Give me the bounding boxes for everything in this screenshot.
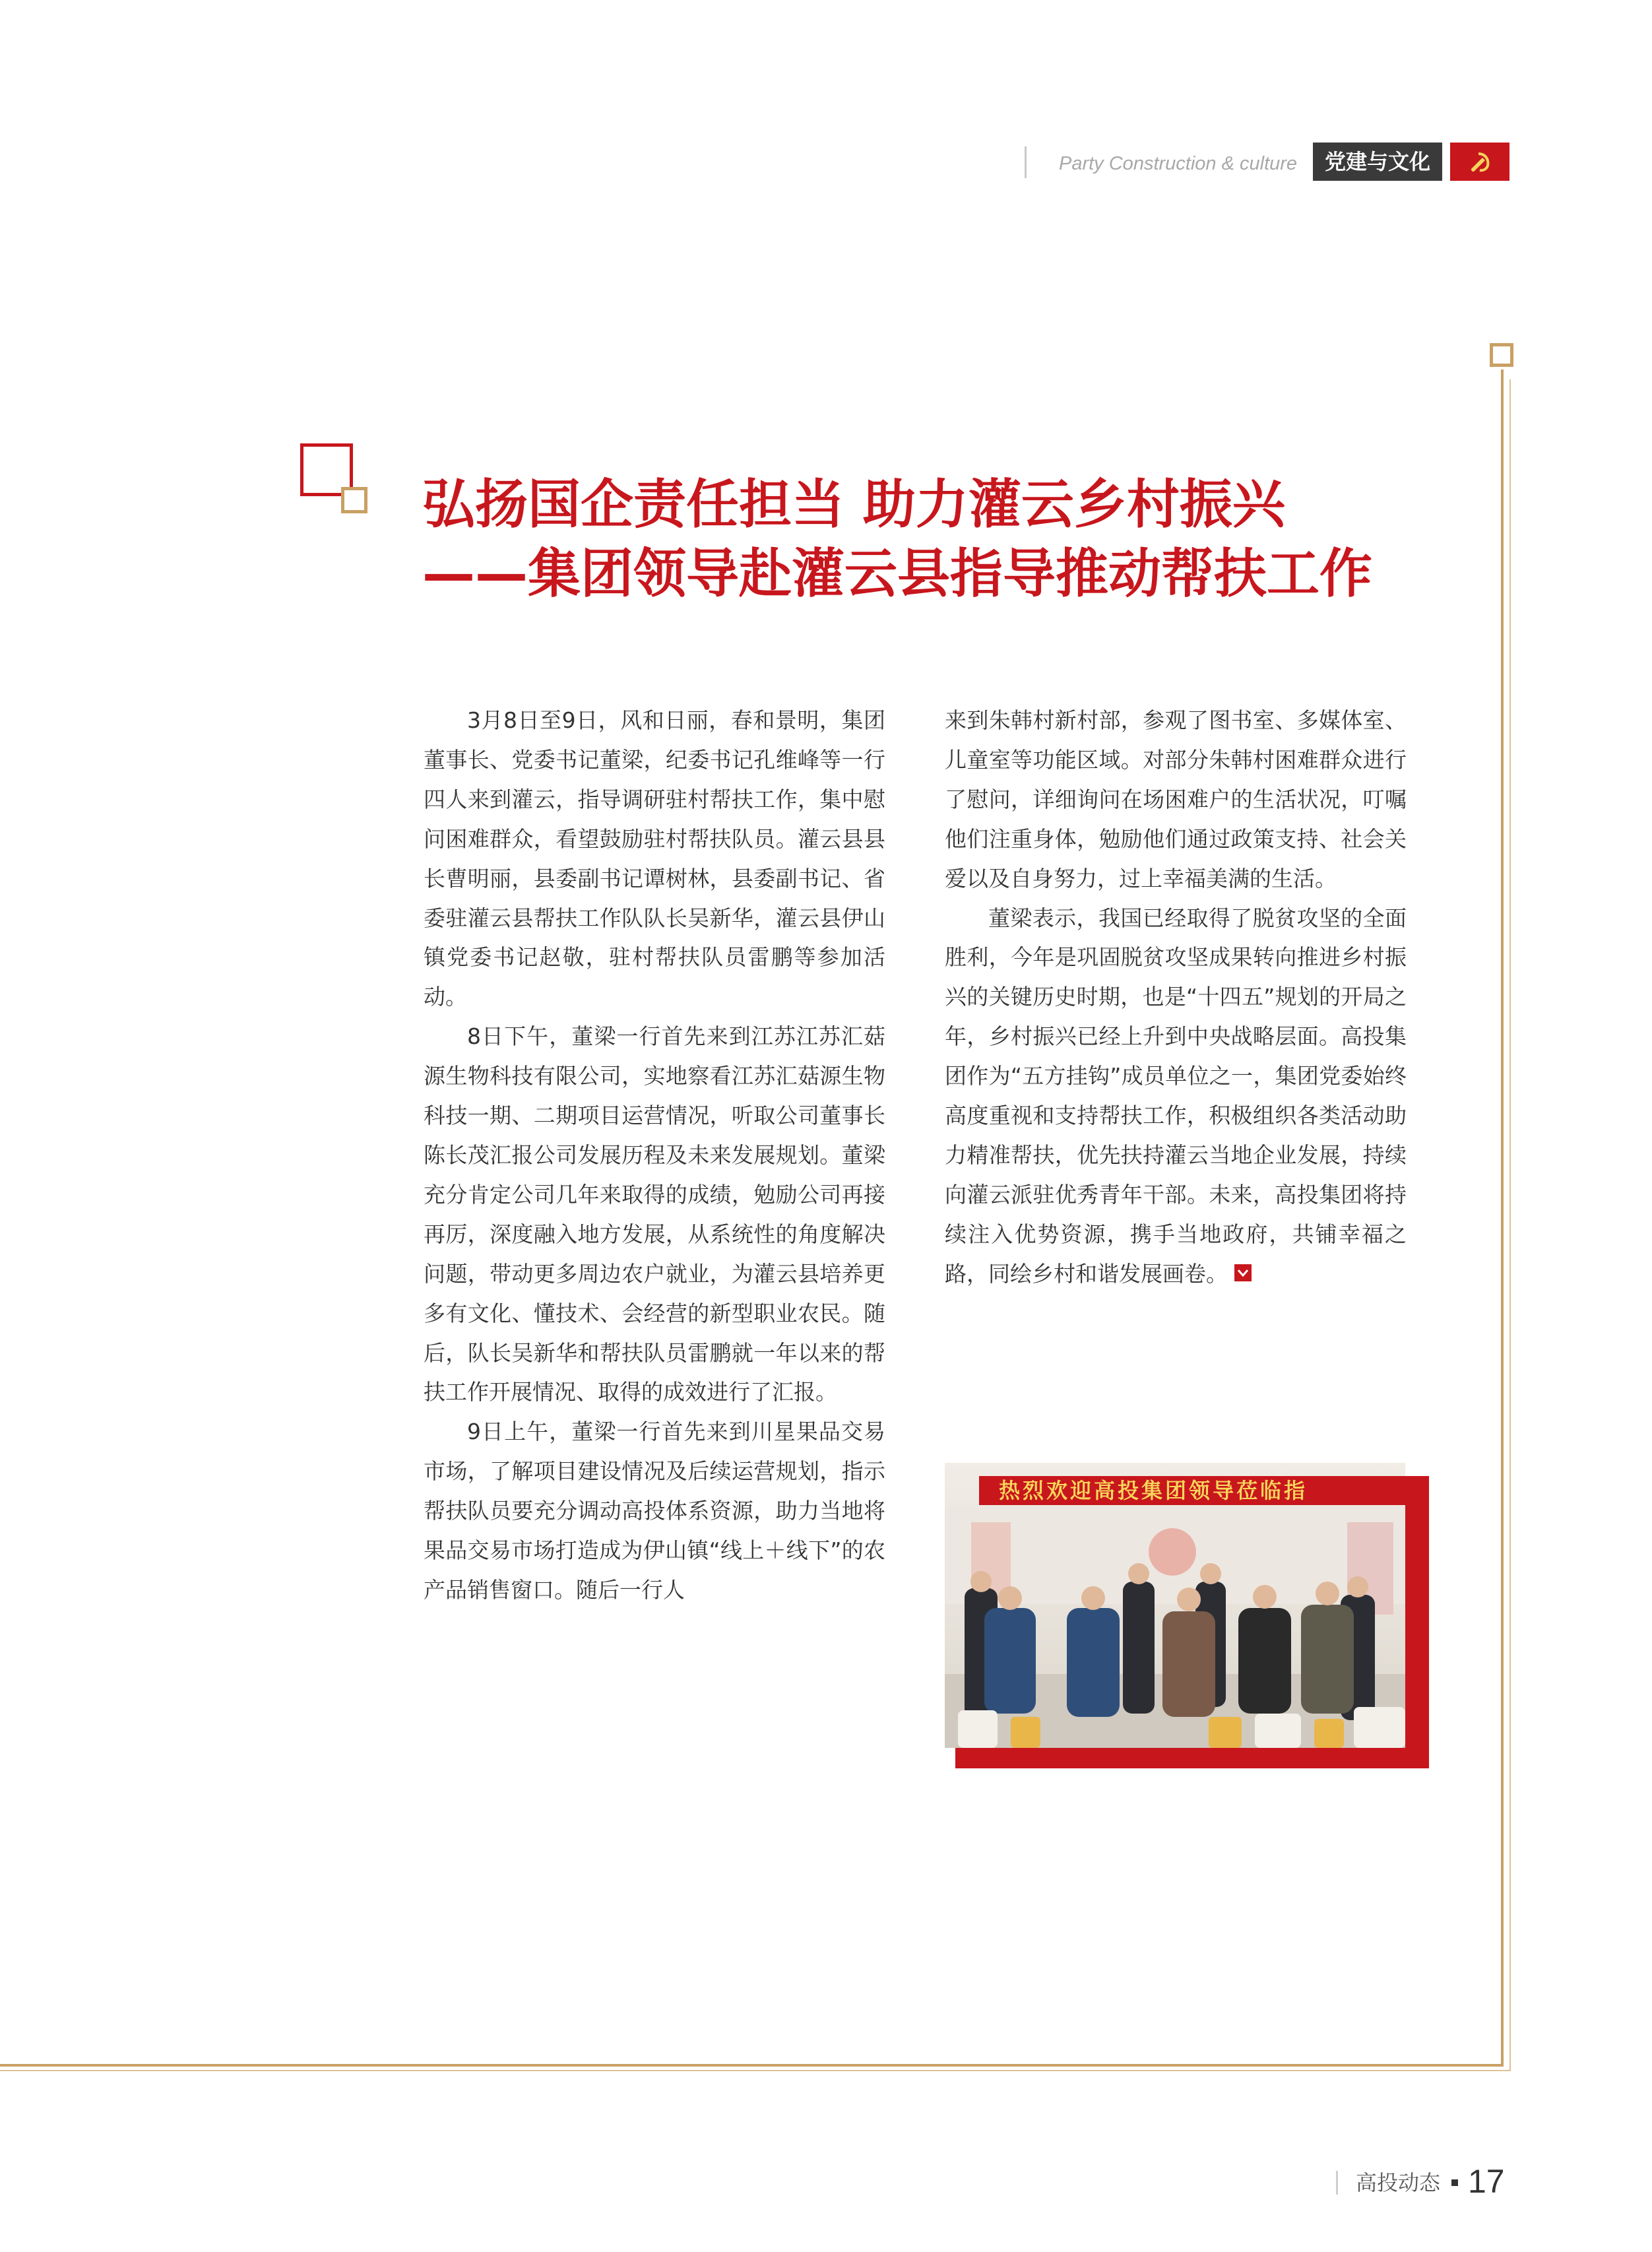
section-tag: 党建与文化 <box>1313 143 1442 181</box>
page-number: 17 <box>1468 2163 1505 2200</box>
article-column-right <box>945 701 1407 1294</box>
frame-line-horizontal-inner <box>0 2070 1511 2071</box>
end-mark-icon <box>1234 1264 1252 1281</box>
header-divider <box>1025 146 1027 178</box>
article-subtitle: ——集团领导赴灌云县指导推动帮扶工作 <box>422 543 1372 604</box>
photo-illustration <box>945 1463 1405 1748</box>
footer-bullet <box>1451 2179 1458 2186</box>
frame-line-horizontal <box>0 2064 1504 2067</box>
paragraph <box>945 899 1407 1294</box>
photo-banner: 热烈欢迎高投集团领导莅临指 <box>979 1476 1405 1505</box>
magazine-name: 高投动态 <box>1356 2170 1441 2195</box>
article-title: 弘扬国企责任担当 助力灌云乡村振兴 <box>422 474 1285 535</box>
frame-corner-square <box>1490 343 1513 367</box>
paragraph <box>945 701 1407 899</box>
footer-divider <box>1336 2171 1338 2195</box>
paragraph-text: 董梁表示，我国已经取得了脱贫攻坚的全面胜利，今年是巩固脱贫攻坚成果转向推进乡村振兴的关键历史时期，也是“十四五”规划的开局之年，乡村振兴已经上升到中央战略层面。高投集团作为“五方挂钩”成员单位之一，集团党委始终高度重视和支持帮扶工作，积极组织各类活动助力精准帮扶，优先扶持灌云当地企业发展，持续向灌云派驻优秀青年干部。未来，高投集团将持续注入优势资源，携手当地政府，共铺幸福之路，同绘乡村和谐发展画卷。 <box>945 905 1407 1287</box>
party-emblem-icon <box>1450 143 1509 181</box>
paragraph-text: 来到朱韩村新村部，参观了图书室、多媒体室、儿童室等功能区域。对部分朱韩村困难群众进行了慰问，详细询问在场困难户的生活状况，叮嘱他们注重身体，勉励他们通过政策支持、社会关爱以及自身努力，过上幸福美满的生活。 <box>945 707 1407 891</box>
article-column-left <box>424 701 885 1610</box>
frame-line-vertical <box>1501 370 1504 2065</box>
frame-line-vertical-inner <box>1509 379 1511 2071</box>
paragraph: 8日下午，董梁一行首先来到江苏江苏汇菇源生物科技有限公司，实地察看江苏汇菇源生物科技一期、二期项目运营情况，听取公司董事长陈长茂汇报公司发展历程及未来发展规划。董梁充分肯定公司几年来取得的成绩，勉励公司再接再厉，深度融入地方发展，从系统性的角度解决问题，带动更多周边农户就业，为灌云县培养更多有文化、懂技术、会经营的新型职业农民。随后，队长吴新华和帮扶队员雷鹏就一年以来的帮扶工作开展情况、取得的成效进行了汇报。 <box>424 1023 885 1405</box>
section-title-en: Party Construction & culture <box>1059 153 1298 174</box>
paragraph: 3月8日至9日，风和日丽，春和景明，集团董事长、党委书记董梁，纪委书记孔维峰等一行四人来到灌云，指导调研驻村帮扶工作，集中慰问困难群众，看望鼓励驻村帮扶队员。灌云县县长曹明丽，县委副书记谭树林，县委副书记、省委驻灌云县帮扶工作队队长吴新华，灌云县伊山镇党委书记赵敬，驻村帮扶队员雷鹏等参加活动。 <box>424 707 885 1010</box>
event-photo <box>945 1463 1405 1748</box>
paragraph: 9日上午，董梁一行首先来到川星果品交易市场，了解项目建设情况及后续运营规划，指示帮扶队员要充分调动高投体系资源，助力当地将果品交易市场打造成为伊山镇“线上＋线下”的农产品销售窗口。随后一行人 <box>424 1419 885 1603</box>
title-decor-square-gold <box>341 487 367 513</box>
